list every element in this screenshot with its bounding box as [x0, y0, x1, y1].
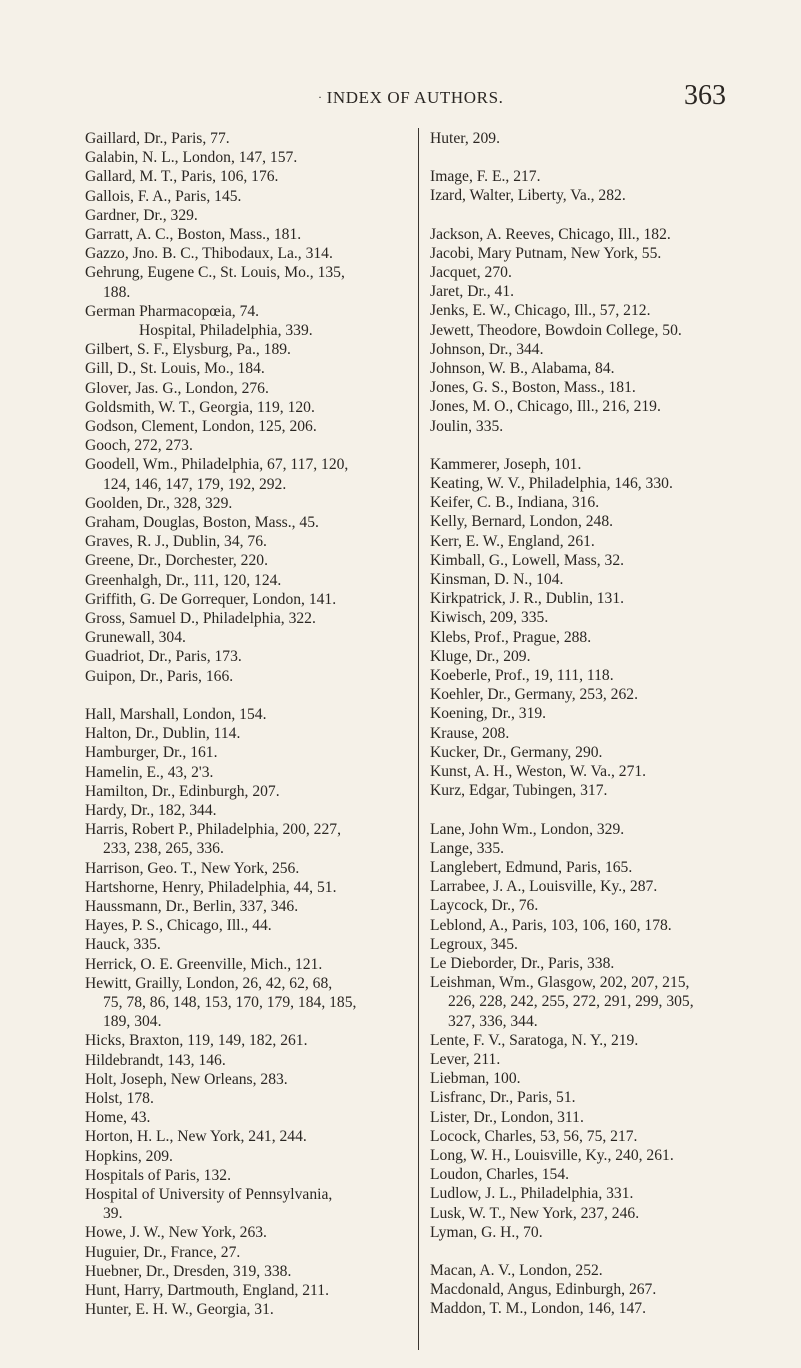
index-entry-text: Kluge, Dr., 209.	[430, 647, 531, 665]
index-entry	[430, 1299, 770, 1318]
index-entry-text: Keating, W. V., Philadelphia, 146, 330.	[430, 475, 673, 493]
index-entry-text: Harrison, Geo. T., New York, 256.	[85, 859, 300, 877]
index-entry-text: Jenks, E. W., Chicago, Ill., 57, 212.	[430, 302, 651, 320]
index-entry-text: Jaret, Dr., 41.	[430, 283, 515, 301]
index-entry-text: Hospital, Philadelphia, 339.	[139, 322, 313, 340]
index-entry-text: Gross, Samuel D., Philadelphia, 322.	[85, 610, 316, 628]
index-entry	[85, 724, 415, 743]
index-entry-text: Lente, F. V., Saratoga, N. Y., 219.	[430, 1031, 639, 1049]
index-entry-text: Jones, G. S., Boston, Mass., 181.	[430, 379, 636, 397]
index-entry-text: Herrick, O. E. Greenville, Mich., 121.	[85, 955, 323, 973]
index-entry	[430, 608, 770, 627]
index-entry-text: Hospital of University of Pennsylvania,	[85, 1185, 333, 1203]
index-entry-text: Kerr, E. W., England, 261.	[430, 532, 595, 550]
index-entry	[430, 1165, 770, 1184]
index-entry-text: Graham, Douglas, Boston, Mass., 45.	[85, 514, 319, 532]
index-entry-text: Lisfranc, Dr., Paris, 51.	[430, 1089, 576, 1107]
index-entry-text: Halton, Dr., Dublin, 114.	[85, 725, 241, 743]
index-entry-text: Gilbert, S. F., Elysburg, Pa., 189.	[85, 341, 291, 359]
index-entry	[430, 378, 770, 397]
index-entry	[85, 763, 415, 782]
index-entry	[430, 417, 770, 436]
index-entry-text: Goldsmith, W. T., Georgia, 119, 120.	[85, 398, 315, 416]
index-entry	[85, 206, 415, 225]
index-entry-text: Hildebrandt, 143, 146.	[85, 1051, 226, 1069]
index-entry-text: Hewitt, Grailly, London, 26, 42, 62, 68,	[85, 974, 333, 992]
index-entry	[430, 858, 770, 877]
index-entry	[430, 973, 770, 1031]
index-entry	[85, 148, 415, 167]
index-entry-text: Legroux, 345.	[430, 935, 518, 953]
index-entry	[85, 1185, 415, 1223]
index-entry-text: Johnson, Dr., 344.	[430, 340, 544, 358]
index-entry-text: Hartshorne, Henry, Philadelphia, 44, 51.	[85, 878, 337, 896]
index-entry-continuation: 39.	[103, 1205, 123, 1223]
index-entry	[85, 302, 415, 321]
index-entry	[430, 916, 770, 935]
index-entry-text: Loudon, Charles, 154.	[430, 1166, 570, 1184]
index-entry	[85, 878, 415, 897]
index-entry-continuation: 75, 78, 86, 148, 153, 170, 179, 184, 185,	[103, 993, 357, 1011]
index-entry-text: Kelly, Bernard, London, 248.	[430, 513, 614, 531]
index-entry	[430, 474, 770, 493]
index-entry-text: Leblond, A., Paris, 103, 106, 160, 178.	[430, 916, 672, 934]
index-entry	[430, 340, 770, 359]
index-entry-text: Larrabee, J. A., Louisville, Ky., 287.	[430, 878, 658, 896]
index-entry	[85, 455, 415, 493]
index-entry-text: Koening, Dr., 319.	[430, 705, 547, 723]
index-entry	[85, 187, 415, 206]
index-entry	[430, 1050, 770, 1069]
index-entry	[85, 609, 415, 628]
index-entry-text: Koehler, Dr., Germany, 253, 262.	[430, 686, 638, 704]
index-entry-text: Lyman, G. H., 70.	[430, 1223, 543, 1241]
bullet-icon: ·	[318, 90, 323, 104]
index-entry	[430, 1184, 770, 1203]
index-entry	[430, 532, 770, 551]
letter-group-gap	[430, 1242, 770, 1261]
index-entry	[430, 1069, 770, 1088]
index-entry-text: Lever, 211.	[430, 1050, 501, 1068]
index-entry-continuation: 327, 336, 344.	[448, 1012, 538, 1030]
index-entry-text: Locock, Charles, 53, 56, 75, 217.	[430, 1127, 638, 1145]
index-entry-text: Jacquet, 270.	[430, 264, 512, 282]
index-entry	[85, 667, 415, 686]
index-entry	[430, 781, 770, 800]
index-entry	[430, 455, 770, 474]
column-divider	[418, 128, 419, 1350]
index-entry-text: Laycock, Dr., 76.	[430, 897, 539, 915]
index-entry	[85, 398, 415, 417]
letter-group-gap	[85, 686, 415, 705]
index-entry-text: Gardner, Dr., 329.	[85, 206, 198, 224]
index-entry	[85, 244, 415, 263]
index-entry	[85, 955, 415, 974]
index-entry-text: Howe, J. W., New York, 263.	[85, 1224, 267, 1242]
index-entry-text: Macdonald, Angus, Edinburgh, 267.	[430, 1281, 657, 1299]
index-entry-text: Haussmann, Dr., Berlin, 337, 346.	[85, 897, 299, 915]
index-entry	[430, 1204, 770, 1223]
index-entry-text: Guipon, Dr., Paris, 166.	[85, 667, 234, 685]
letter-group-gap	[430, 801, 770, 820]
index-entry	[85, 532, 415, 551]
index-entry-text: Long, W. H., Louisville, Ky., 240, 261.	[430, 1146, 674, 1164]
index-entry-text: Home, 43.	[85, 1109, 151, 1127]
index-entry-text: Lane, John Wm., London, 329.	[430, 820, 625, 838]
index-entry-text: Harris, Robert P., Philadelphia, 200, 227,	[85, 821, 341, 839]
index-entry-text: Jackson, A. Reeves, Chicago, Ill., 182.	[430, 225, 671, 243]
index-entry	[430, 551, 770, 570]
index-entry-continuation: 226, 228, 242, 255, 272, 291, 299, 305,	[448, 993, 694, 1011]
index-entry	[430, 282, 770, 301]
index-entry-text: Gill, D., St. Louis, Mo., 184.	[85, 360, 265, 378]
index-entry	[85, 225, 415, 244]
index-entry	[430, 1031, 770, 1050]
index-entry	[430, 167, 770, 186]
running-title	[318, 88, 504, 108]
index-entry	[430, 129, 770, 148]
letter-group-gap	[430, 436, 770, 455]
index-entry	[85, 417, 415, 436]
index-entry-text: Gallois, F. A., Paris, 145.	[85, 187, 242, 205]
index-entry-text: Gallard, M. T., Paris, 106, 176.	[85, 168, 279, 186]
index-entry	[85, 167, 415, 186]
index-entry-text: Glover, Jas. G., London, 276.	[85, 379, 269, 397]
index-entry-text: Gehrung, Eugene C., St. Louis, Mo., 135,	[85, 264, 345, 282]
index-entry	[85, 590, 415, 609]
index-entry	[430, 1280, 770, 1299]
index-entry-text: Kirkpatrick, J. R., Dublin, 131.	[430, 590, 625, 608]
index-entry	[85, 513, 415, 532]
index-entry-text: Horton, H. L., New York, 241, 244.	[85, 1128, 307, 1146]
index-entry	[85, 859, 415, 878]
index-entry-text: Gazzo, Jno. B. C., Thibodaux, La., 314.	[85, 245, 333, 263]
index-entry	[430, 1146, 770, 1165]
index-entry-text: Kammerer, Joseph, 101.	[430, 455, 582, 473]
index-entry	[85, 974, 415, 1032]
index-entry	[85, 379, 415, 398]
index-entry-text: Hospitals of Paris, 132.	[85, 1166, 231, 1184]
index-entry-text: Gaillard, Dr., Paris, 77.	[85, 130, 230, 147]
index-entry	[85, 1051, 415, 1070]
index-entry	[430, 1127, 770, 1146]
index-entry	[430, 724, 770, 743]
index-entry-text: Holt, Joseph, New Orleans, 283.	[85, 1070, 288, 1088]
index-entry	[430, 301, 770, 320]
index-entry-text: Hunter, E. H. W., Georgia, 31.	[85, 1301, 274, 1319]
index-entry-text: Krause, 208.	[430, 724, 510, 742]
index-entry	[430, 896, 770, 915]
index-entry	[85, 820, 415, 858]
index-entry-text: Koeberle, Prof., 19, 111, 118.	[430, 667, 614, 685]
index-entry-text: German Pharmacopœia, 74.	[85, 302, 260, 320]
index-entry	[85, 1089, 415, 1108]
index-entry-text: Jacobi, Mary Putnam, New York, 55.	[430, 244, 662, 262]
index-entry-text: Johnson, W. B., Alabama, 84.	[430, 360, 615, 378]
letter-group-gap	[430, 206, 770, 225]
index-entry-text: Macan, A. V., London, 252.	[430, 1261, 603, 1279]
index-entry	[430, 1261, 770, 1280]
index-entry-text: Goolden, Dr., 328, 329.	[85, 494, 233, 512]
index-entry-text: Izard, Walter, Liberty, Va., 282.	[430, 187, 626, 205]
index-entry	[85, 1147, 415, 1166]
index-entry	[85, 359, 415, 378]
index-entry-text: Grunewall, 304.	[85, 629, 186, 647]
index-entry	[430, 1088, 770, 1107]
index-entry-text: Godson, Clement, London, 125, 206.	[85, 418, 317, 436]
index-entry	[85, 801, 415, 820]
index-entry-text: Guadriot, Dr., Paris, 173.	[85, 648, 242, 666]
index-entry	[430, 186, 770, 205]
index-entry	[85, 897, 415, 916]
index-entry-text: Jones, M. O., Chicago, Ill., 216, 219.	[430, 398, 661, 416]
index-entry-text: Hamilton, Dr., Edinburgh, 207.	[85, 782, 280, 800]
index-entry-text: Hicks, Braxton, 119, 149, 182, 261.	[85, 1032, 308, 1050]
index-entry	[430, 685, 770, 704]
index-entry-continuation: 124, 146, 147, 179, 192, 292.	[103, 475, 287, 493]
index-entry-text: Ludlow, J. L., Philadelphia, 331.	[430, 1185, 634, 1203]
index-entry	[430, 359, 770, 378]
index-entry	[430, 935, 770, 954]
index-entry-text: Joulin, 335.	[430, 417, 504, 435]
index-entry	[85, 1031, 415, 1050]
index-entry	[430, 877, 770, 896]
index-entry	[85, 551, 415, 570]
index-entry-text: Huguier, Dr., France, 27.	[85, 1243, 241, 1261]
index-entry-text: Keifer, C. B., Indiana, 316.	[430, 494, 600, 512]
index-entry-text: Graves, R. J., Dublin, 34, 76.	[85, 533, 267, 551]
index-entry	[85, 321, 415, 340]
index-column-right	[430, 129, 770, 1319]
index-entry-text: Lange, 335.	[430, 839, 505, 857]
index-entry-text: Image, F. E., 217.	[430, 168, 541, 186]
index-entry	[85, 647, 415, 666]
page-number: 363	[684, 80, 726, 111]
index-entry	[85, 1127, 415, 1146]
index-entry-continuation: 189, 304.	[103, 1013, 162, 1031]
index-entry	[85, 263, 415, 301]
index-entry-text: Hopkins, 209.	[85, 1147, 173, 1165]
index-entry	[430, 628, 770, 647]
index-entry	[430, 244, 770, 263]
index-entry-continuation: 233, 238, 265, 336.	[103, 840, 224, 858]
index-entry	[430, 839, 770, 858]
index-column-left	[85, 129, 415, 1319]
index-entry	[85, 1300, 415, 1319]
index-entry-text: Langlebert, Edmund, Paris, 165.	[430, 858, 633, 876]
letter-group-gap	[430, 148, 770, 167]
index-entry	[430, 666, 770, 685]
index-entry-text: Maddon, T. M., London, 146, 147.	[430, 1300, 646, 1318]
index-entry	[430, 397, 770, 416]
index-entry	[85, 1262, 415, 1281]
index-entry	[430, 762, 770, 781]
index-entry-text: Garratt, A. C., Boston, Mass., 181.	[85, 226, 302, 244]
index-entry-text: Greenhalgh, Dr., 111, 120, 124.	[85, 571, 282, 589]
index-entry-text: Hamburger, Dr., 161.	[85, 744, 218, 762]
index-entry	[430, 743, 770, 762]
index-entry	[430, 820, 770, 839]
index-entry-text: Kucker, Dr., Germany, 290.	[430, 743, 603, 761]
index-entry-text: Kimball, G., Lowell, Mass, 32.	[430, 551, 625, 569]
index-entry	[85, 782, 415, 801]
index-entry-text: Greene, Dr., Dorchester, 220.	[85, 552, 268, 570]
index-entry	[85, 935, 415, 954]
index-entry-text: Galabin, N. L., London, 147, 157.	[85, 149, 298, 167]
index-entry	[85, 340, 415, 359]
index-entry	[430, 954, 770, 973]
index-entry	[85, 705, 415, 724]
index-entry-text: Liebman, 100.	[430, 1070, 521, 1088]
index-entry	[85, 1108, 415, 1127]
index-entry-text: Lister, Dr., London, 311.	[430, 1108, 584, 1126]
index-entry	[430, 263, 770, 282]
index-entry-text: Holst, 178.	[85, 1089, 154, 1107]
index-entry	[85, 1223, 415, 1242]
index-entry-text: Kunst, A. H., Weston, W. Va., 271.	[430, 763, 647, 781]
index-entry	[430, 1223, 770, 1242]
index-entry-text: Kinsman, D. N., 104.	[430, 571, 564, 589]
index-entry	[430, 512, 770, 531]
index-entry-text: Leishman, Wm., Glasgow, 202, 207, 215,	[430, 974, 690, 992]
index-entry	[85, 743, 415, 762]
index-entry-text: Huter, 209.	[430, 130, 500, 147]
index-entry-text: Kiwisch, 209, 335.	[430, 609, 549, 627]
index-entry	[430, 570, 770, 589]
index-entry-text: Huebner, Dr., Dresden, 319, 338.	[85, 1262, 292, 1280]
index-entry-text: Hamelin, E., 43, 2'3.	[85, 763, 214, 781]
index-entry	[430, 493, 770, 512]
index-entry	[85, 1070, 415, 1089]
index-entry	[85, 129, 415, 148]
index-entry	[85, 1281, 415, 1300]
index-entry-text: Hunt, Harry, Dartmouth, England, 211.	[85, 1281, 329, 1299]
page-header	[0, 80, 801, 120]
index-entry-text: Le Dieborder, Dr., Paris, 338.	[430, 954, 615, 972]
index-entry	[85, 1243, 415, 1262]
index-entry-text: Lusk, W. T., New York, 237, 246.	[430, 1204, 640, 1222]
index-entry	[430, 1108, 770, 1127]
index-entry-text: Hauck, 335.	[85, 936, 161, 954]
index-entry-text: Kurz, Edgar, Tubingen, 317.	[430, 782, 608, 800]
index-entry	[85, 1166, 415, 1185]
index-entry-text: Griffith, G. De Gorrequer, London, 141.	[85, 590, 337, 608]
index-entry-text: Goodell, Wm., Philadelphia, 67, 117, 120,	[85, 456, 349, 474]
index-entry	[430, 647, 770, 666]
index-entry-text: Jewett, Theodore, Bowdoin College, 50.	[430, 321, 682, 339]
running-title-text: INDEX OF AUTHORS.	[326, 88, 504, 107]
index-entry-text: Klebs, Prof., Prague, 288.	[430, 628, 592, 646]
index-entry	[85, 916, 415, 935]
index-entry-continuation: 188.	[103, 283, 131, 301]
index-entry	[430, 589, 770, 608]
index-entry	[430, 225, 770, 244]
index-entry	[85, 436, 415, 455]
index-entry-text: Hardy, Dr., 182, 344.	[85, 801, 217, 819]
index-entry-text: Gooch, 272, 273.	[85, 437, 193, 455]
index-entry-text: Hall, Marshall, London, 154.	[85, 705, 267, 723]
index-entry	[430, 321, 770, 340]
index-entry	[85, 571, 415, 590]
index-entry	[430, 704, 770, 723]
index-entry	[85, 494, 415, 513]
index-entry	[85, 628, 415, 647]
index-entry-text: Hayes, P. S., Chicago, Ill., 44.	[85, 917, 272, 935]
